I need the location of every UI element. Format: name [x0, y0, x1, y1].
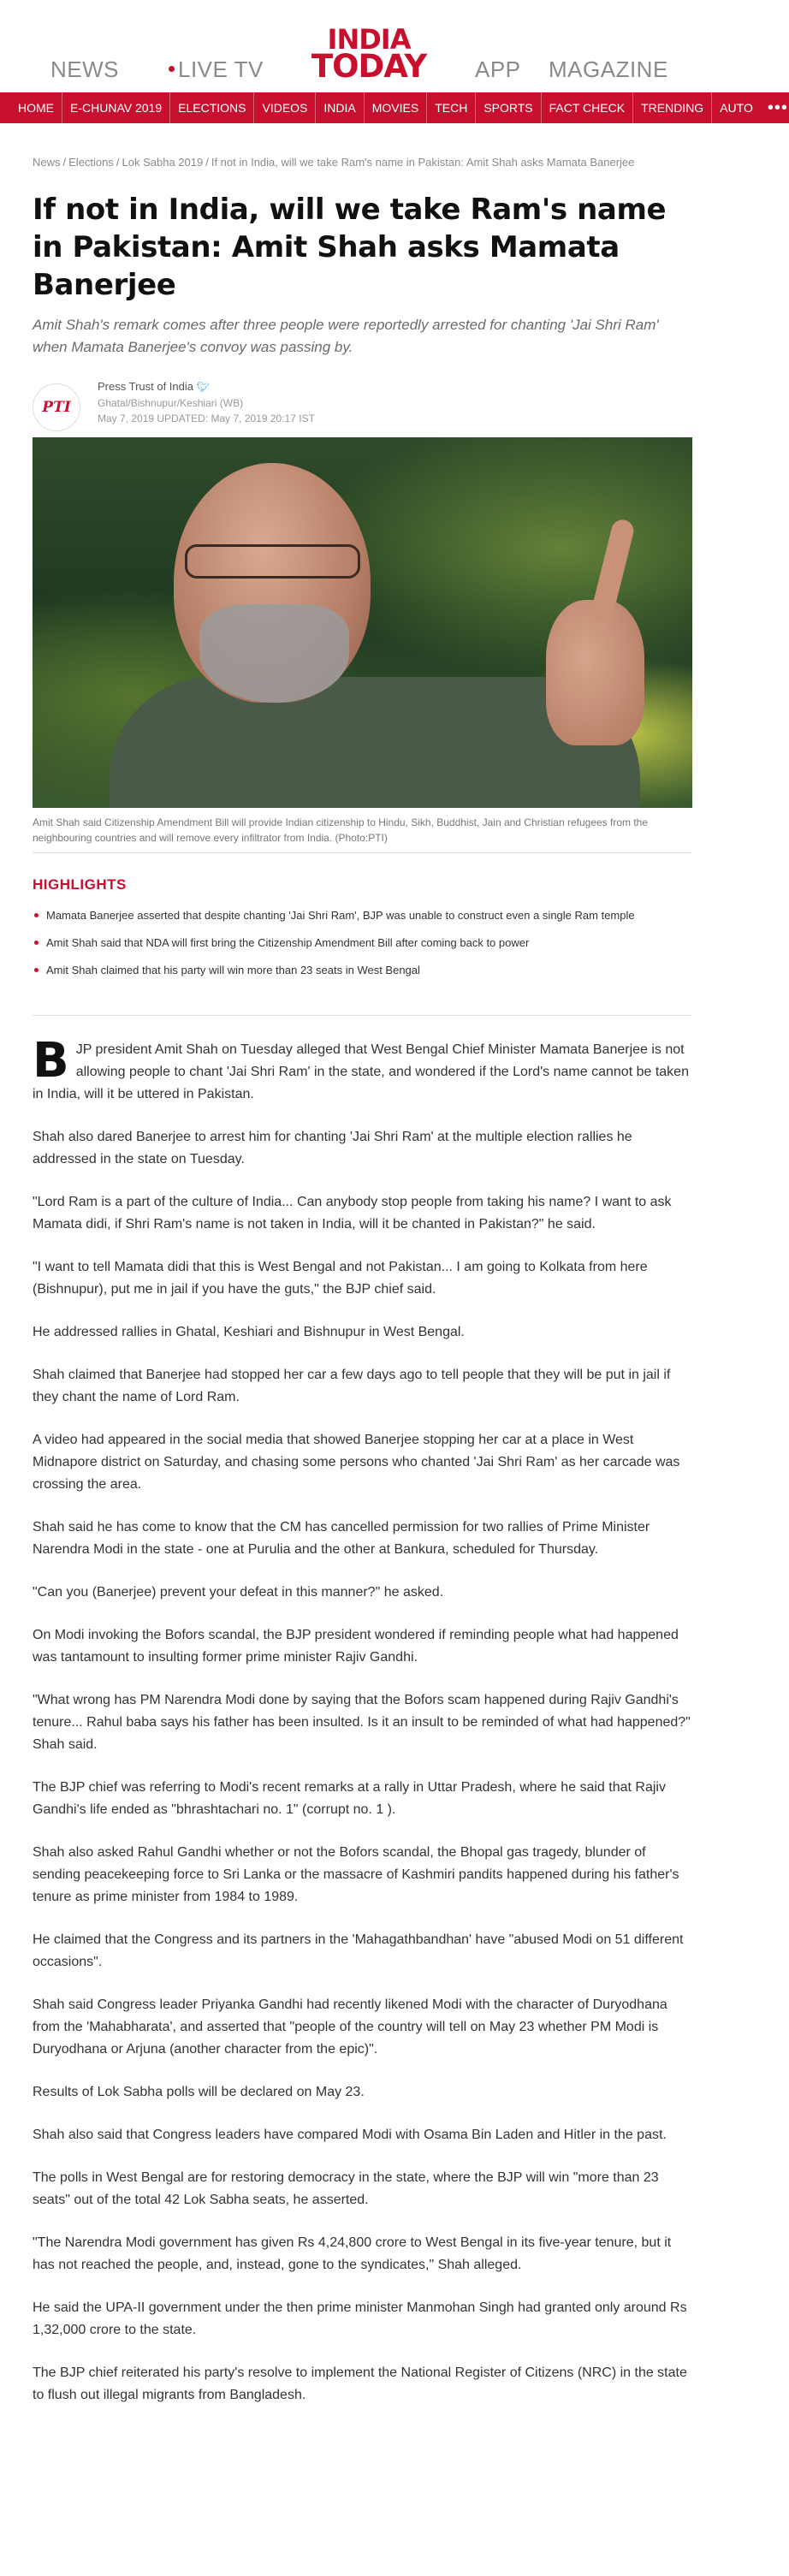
breadcrumb-news[interactable]: News [33, 156, 61, 169]
nav-item-trending[interactable]: TRENDING [633, 92, 712, 123]
article-paragraph: On Modi invoking the Bofors scandal, the BJP president wondered if reminding people what had happened was tantamount to insulting former prime minister Rajiv Gandhi. [33, 1628, 679, 1665]
nav-item-fact-check[interactable]: FACT CHECK [542, 92, 633, 123]
article-summary: Amit Shah's remark comes after three people were reportedly arrested for chanting 'Jai Shri Ram' when Mamata Banerjee's convoy was passing by. [33, 317, 659, 355]
photo-figure-beard [199, 604, 349, 703]
highlights-list [33, 907, 692, 979]
nav-item-home[interactable]: HOME [10, 92, 62, 123]
highlight-item: Mamata Banerjee asserted that despite chanting 'Jai Shri Ram', BJP was unable to construct even a single Ram temple [33, 907, 692, 924]
article-paragraph: The polls in West Bengal are for restoring democracy in the state, where the BJP will win "more than 23 seats" out of the total 42 Lok Sabha seats, he asserted. [33, 2170, 659, 2207]
publish-date: May 7, 2019 UPDATED: May 7, 2019 20:17 IST [98, 413, 315, 424]
highlight-item: Amit Shah said that NDA will first bring the Citizenship Amendment Bill after coming back to power [33, 935, 692, 952]
article-paragraph: Results of Lok Sabha polls will be declared on May 23. [33, 2085, 365, 2099]
article-title: If not in India, will we take Ram's name in Pakistan: Amit Shah asks Mamata Banerjee [33, 193, 667, 302]
photo-caption: Amit Shah said Citizenship Amendment Bill will provide Indian citizenship to Hindu, Sikh, Buddhist, Jain and Christian refugees from the neighbouring countries and will remove every infiltrator from India. (Photo:PTI) [33, 816, 649, 844]
nav-item-tech[interactable]: TECH [427, 92, 476, 123]
breadcrumb [33, 156, 756, 169]
breadcrumb-current: If not in India, will we take Ram's name in Pakistan: Amit Shah asks Mamata Banerjee [211, 156, 635, 169]
twitter-icon[interactable]: 🐦︎ [196, 381, 210, 393]
breadcrumb-separator: / [116, 156, 120, 169]
article-body [33, 1033, 691, 2427]
article-paragraph: He addressed rallies in Ghatal, Keshiari and Bishnupur in West Bengal. [33, 1325, 465, 1339]
divider [33, 1015, 692, 1016]
article-paragraph: The BJP chief reiterated his party's resolve to implement the National Register of Citizens (NRC) in the state to flush out illegal migrants from Bangladesh. [33, 2365, 687, 2402]
nav-item-auto[interactable]: AUTO [720, 101, 753, 115]
live-tv-label: LIVE TV [178, 56, 264, 82]
dateline-location: Ghatal/Bishnupur/Keshiari (WB) [98, 397, 244, 409]
logo-line1: INDIA [327, 23, 411, 56]
first-paragraph-text: JP president Amit Shah on Tuesday alleged that West Bengal Chief Minister Mamata Banerjee is not allowing people to chant 'Jai Shri Ram' in the state, and wondered if the Lord's name cannot be taken in India, will it be uttered in Pakistan. [33, 1042, 689, 1101]
india-today-logo[interactable] [305, 23, 433, 85]
article-paragraph: "Lord Ram is a part of the culture of India... Can anybody stop people from taking his name? I want to ask Mamata didi, if Shri Ram's name is not taken in India, will it be chanted in Pakistan?" he said. [33, 1195, 672, 1232]
top-link-app[interactable]: APP [475, 56, 521, 82]
byline [33, 371, 756, 440]
nav-item-movies[interactable]: MOVIES [365, 92, 427, 123]
divider [33, 852, 692, 853]
article-container [33, 123, 756, 2402]
photo-figure-hand [546, 600, 644, 745]
highlight-item: Amit Shah claimed that his party will win more than 23 seats in West Bengal [33, 962, 692, 979]
breadcrumb-elections[interactable]: Elections [68, 156, 114, 169]
top-link-live-tv[interactable] [169, 56, 264, 83]
article-paragraph: Shah claimed that Banerjee had stopped her car a few days ago to tell people that they will be put in jail if they chant the name of Lord Ram. [33, 1368, 671, 1404]
author-logo[interactable]: PTI [33, 383, 80, 431]
top-link-magazine[interactable]: MAGAZINE [549, 56, 668, 82]
article-paragraph: "I want to tell Mamata didi that this is West Bengal and not Pakistan... I am going to Kolkata from here (Bishnupur), put me in jail if you have the guts," the BJP chief said. [33, 1260, 648, 1297]
article-photo [33, 437, 692, 808]
breadcrumb-separator: / [62, 156, 67, 169]
article-paragraph: Shah also asked Rahul Gandhi whether or not the Bofors scandal, the Bhopal gas tragedy, blunder of sending peacekeeping force to Sri Lanka or the massacre of Kashmiri pandits happened during his father's tenure as prime minister from 1984 to 1989. [33, 1845, 679, 1904]
highlights-box [33, 876, 692, 989]
breadcrumb-lok-sabha[interactable]: Lok Sabha 2019 [122, 156, 204, 169]
article-paragraph: Shah also dared Banerjee to arrest him for chanting 'Jai Shri Ram' at the multiple election rallies he addressed in the state on Tuesday. [33, 1130, 632, 1166]
article-paragraph: He said the UPA-II government under the then prime minister Manmohan Singh had granted only around Rs 1,32,000 crore to the state. [33, 2300, 687, 2337]
nav-item-e-chunav[interactable]: E-CHUNAV 2019 [62, 92, 170, 123]
logo-line2: TODAY [311, 47, 427, 85]
article-paragraph: A video had appeared in the social media that showed Banerjee stopping her car at a place in West Midnapore district on Saturday, and chasing some persons who chanted 'Jai Shri Ram' as her carcade was crossing the area. [33, 1433, 680, 1492]
article-paragraph [33, 1033, 691, 1106]
article-paragraph: Shah said he has come to know that the CM has cancelled permission for two rallies of Prime Minister Narendra Modi in the state - one at Purulia and the other at Bankura, scheduled for Thursday. [33, 1520, 650, 1557]
article-paragraph: He claimed that the Congress and its partners in the 'Mahagathbandhan' have "abused Modi on 51 different occasions". [33, 1932, 684, 1969]
author-name-text: Press Trust of India [98, 380, 193, 393]
article-paragraph: "The Narendra Modi government has given Rs 4,24,800 crore to West Bengal in its five-year tenure, but it has not reached the people, and, instead, gone to the syndicates," Shah alleged. [33, 2235, 672, 2272]
article-paragraph: "What wrong has PM Narendra Modi done by saying that the Bofors scam happened during Rajiv Gandhi's tenure... Rahul baba says his father has been insulted. Is it an insult to be reminded of what had happened?" Shah said. [33, 1693, 691, 1752]
main-nav [0, 92, 789, 123]
nav-item-videos[interactable]: VIDEOS [254, 92, 316, 123]
article-paragraph: Shah also said that Congress leaders have compared Modi with Osama Bin Laden and Hitler in the past. [33, 2128, 667, 2142]
breadcrumb-separator: / [205, 156, 209, 169]
highlights-title: HIGHLIGHTS [33, 876, 127, 893]
article-paragraph: "Can you (Banerjee) prevent your defeat in this manner?" he asked. [33, 1585, 444, 1600]
article-paragraph: The BJP chief was referring to Modi's recent remarks at a rally in Uttar Pradesh, where he said that Rajiv Gandhi's life ended as "bhrashtachari no. 1" (corrupt no. 1 ). [33, 1780, 666, 1817]
site-header [0, 0, 789, 92]
more-menu-icon[interactable]: ••• [767, 98, 788, 117]
drop-cap: B [33, 1033, 69, 1089]
photo-figure-glasses [185, 544, 360, 579]
live-dot-icon [169, 66, 175, 72]
nav-item-elections[interactable]: ELECTIONS [170, 92, 254, 123]
top-link-news[interactable]: NEWS [50, 56, 119, 82]
nav-item-india[interactable]: INDIA [316, 92, 364, 123]
article-paragraph: Shah said Congress leader Priyanka Gandhi had recently likened Modi with the character of Duryodhana from the 'Mahabharata', and asserted that "people of the country will tell on May 23 whether PM Modi is Duryodhana or Arjuna (another character from the epic)". [33, 1997, 667, 2057]
author-name[interactable] [98, 380, 210, 393]
nav-item-sports[interactable]: SPORTS [476, 92, 541, 123]
